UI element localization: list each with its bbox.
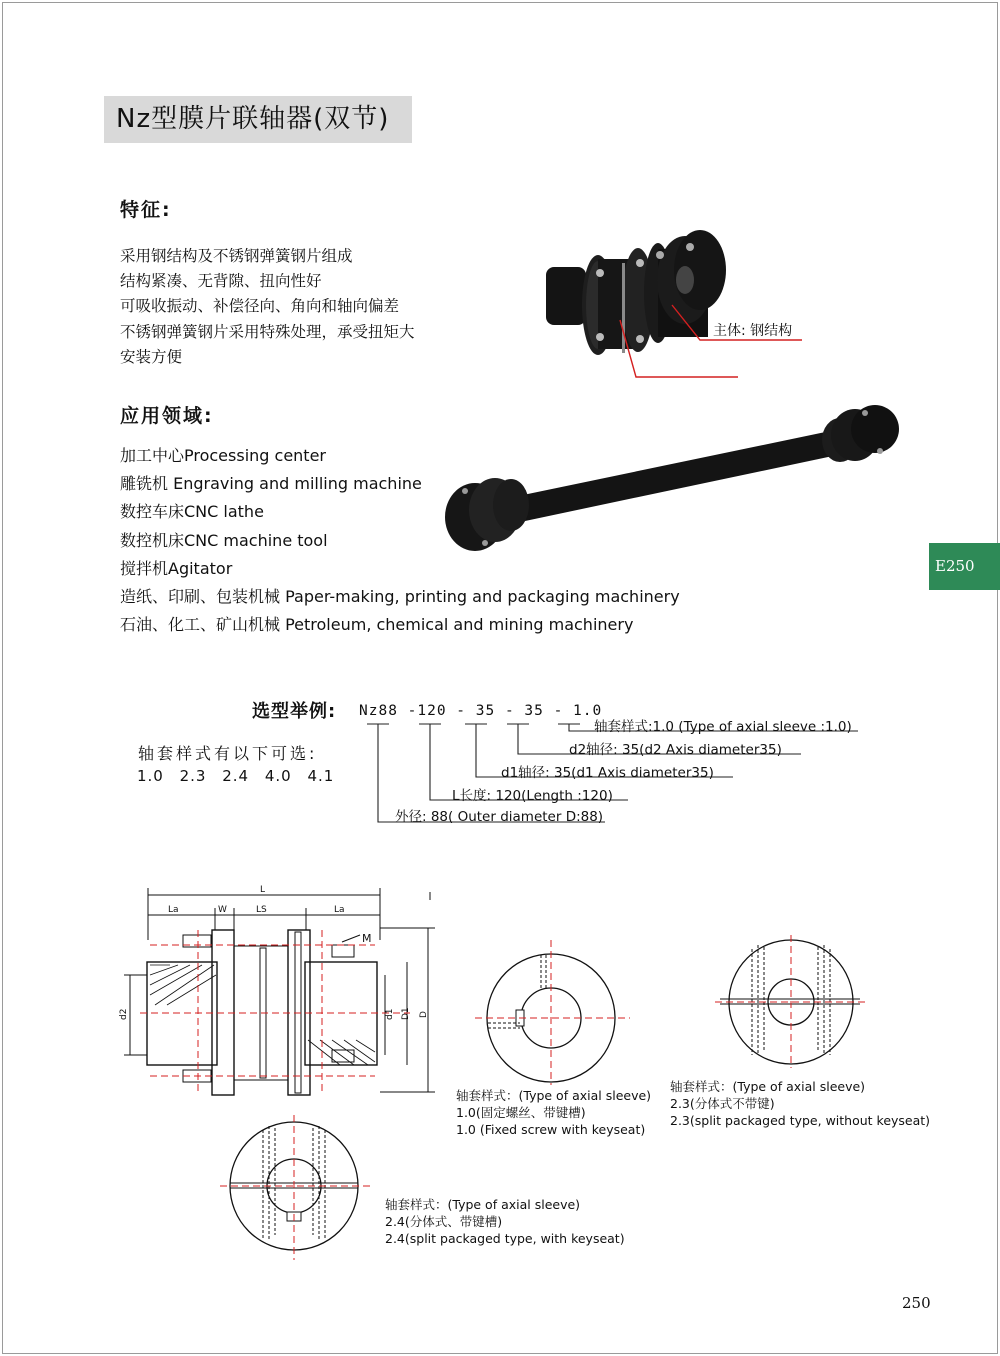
options-list: 1.0 2.3 2.4 4.0 4.1	[137, 767, 335, 785]
application-line: 雕铣机 Engraving and milling machine	[120, 474, 422, 494]
dim-D: D	[419, 1011, 429, 1018]
page-number: 250	[902, 1294, 931, 1312]
caption-line: 2.4(分体式、带键槽)	[385, 1214, 503, 1229]
caption-line: 2.3(split packaged type, without keyseat)	[670, 1113, 931, 1128]
annotation-outer: 外径: 88( Outer diameter D:88)	[395, 809, 604, 825]
selection-title: 选型举例:	[252, 701, 337, 722]
caption-line: 轴套样式：(Type of axial sleeve)	[385, 1197, 581, 1212]
application-line: 搅拌机Agitator	[120, 558, 233, 578]
dim-La-right: La	[334, 905, 345, 915]
section-tab: E250	[929, 543, 1000, 590]
application-line: 数控车床CNC lathe	[120, 502, 264, 522]
page-title: Nz型膜片联轴器(双节)	[104, 96, 412, 143]
caption-line: 1.0(固定螺丝、带键槽)	[456, 1105, 586, 1120]
dim-La-left: La	[168, 905, 179, 915]
feature-line: 结构紧凑、无背隙、扭向性好	[120, 272, 322, 291]
caption-line: 2.4(split packaged type, with keyseat)	[385, 1231, 625, 1246]
dim-D1: D1	[401, 1007, 411, 1020]
annotation-sleeve: 轴套样式:1.0 (Type of axial sleeve :1.0)	[594, 719, 852, 735]
dim-W: W	[218, 905, 227, 915]
dim-M: M	[362, 932, 372, 945]
caption-sleeve-1-0	[456, 1087, 651, 1138]
caption-line: 轴套样式：(Type of axial sleeve)	[670, 1079, 866, 1094]
sleeve-2-4-drawing	[215, 1110, 375, 1260]
caption-line: 1.0 (Fixed screw with keyseat)	[456, 1122, 646, 1137]
caption-sleeve-2-4	[385, 1196, 625, 1247]
caption-sleeve-2-3	[670, 1078, 930, 1129]
annotation-length: L长度: 120(Length :120)	[452, 788, 613, 804]
application-line: 数控机床CNC machine tool	[120, 530, 328, 550]
feature-line: 安装方便	[120, 347, 183, 366]
feature-line: 不锈钢弹簧钢片采用特殊处理，承受扭矩大	[120, 322, 415, 341]
caption-line: 2.3(分体式不带键)	[670, 1096, 775, 1111]
features-heading: 特征:	[120, 199, 172, 221]
sleeve-2-3-drawing	[710, 935, 870, 1070]
dim-d1: d1	[385, 1008, 395, 1020]
sleeve-1-0-drawing	[470, 935, 640, 1085]
options-title: 轴套样式有以下可选:	[138, 744, 318, 763]
coupling-drawing	[110, 880, 440, 1105]
dim-d2: d2	[119, 1008, 129, 1020]
feature-line: 采用钢结构及不锈钢弹簧钢片组成	[120, 247, 353, 265]
annotation-d1: d1轴径: 35(d1 Axis diameter35)	[501, 765, 714, 781]
application-line: 石油、化工、矿山机械 Petroleum, chemical and mining machinery	[120, 615, 634, 635]
annotation-d2: d2轴径: 35(d2 Axis diameter35)	[569, 742, 782, 758]
feature-line: 可吸收振动、补偿径向、角向和轴向偏差	[120, 297, 400, 316]
caption-line: 轴套样式：(Type of axial sleeve)	[456, 1088, 652, 1103]
applications-heading: 应用领域:	[120, 405, 214, 427]
application-line: 加工中心Processing center	[120, 446, 327, 465]
dim-L: L	[260, 885, 266, 895]
dim-LS: LS	[256, 905, 267, 915]
photo-label: 主体: 钢结构	[713, 323, 793, 339]
application-line: 造纸、印刷、包装机械 Paper-making, printing and packaging machinery	[120, 587, 680, 607]
selection-code: Nz88 -120 - 35 - 35 - 1.0	[359, 703, 603, 719]
